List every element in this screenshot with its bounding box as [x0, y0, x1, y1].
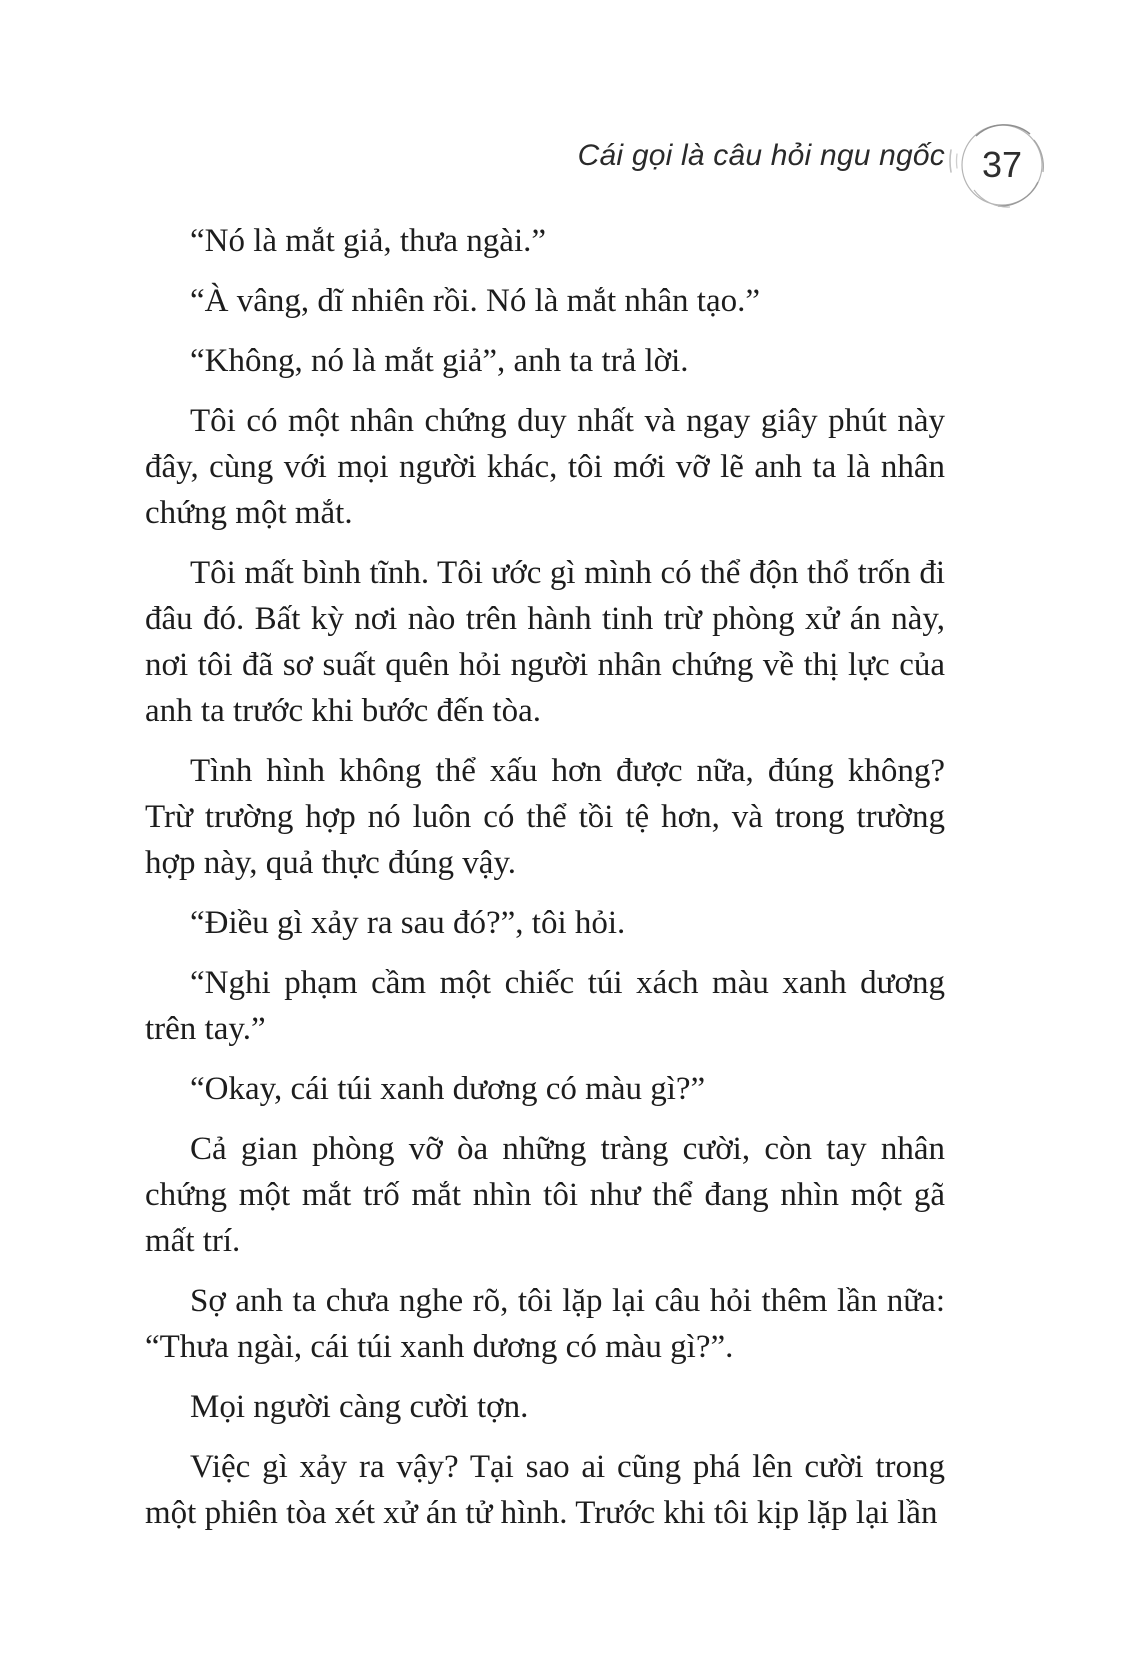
- paragraph: “Nghi phạm cầm một chiếc túi xách màu xanh dương trên tay.”: [145, 965, 945, 1047]
- paragraph: “À vâng, dĩ nhiên rồi. Nó là mắt nhân tạo.”: [190, 283, 761, 319]
- running-title: Cái gọi là câu hỏi ngu ngốc: [577, 139, 945, 172]
- page-number: 37: [981, 144, 1023, 185]
- paragraph: Việc gì xảy ra vậy? Tại sao ai cũng phá lên cười trong một phiên tòa xét xử án tử hình. Trước khi tôi kịp lặp lại lần: [145, 1449, 945, 1531]
- paragraph: “Nó là mắt giả, thưa ngài.”: [190, 223, 547, 259]
- paragraph: Cả gian phòng vỡ òa những tràng cười, còn tay nhân chứng một mắt trố mắt nhìn tôi như thể đang nhìn một gã mất trí.: [145, 1131, 945, 1259]
- paragraph: Tình hình không thể xấu hơn được nữa, đúng không? Trừ trường hợp nó luôn có thể tồi tệ hơn, và trong trường hợp này, quả thực đúng vậy.: [145, 753, 945, 881]
- paragraph: Tôi có một nhân chứng duy nhất và ngay giây phút này đây, cùng với mọi người khác, tôi mới vỡ lẽ anh ta là nhân chứng một mắt.: [145, 403, 945, 531]
- page-number-badge: [958, 120, 1046, 208]
- page-body: [145, 218, 945, 1550]
- paragraph: Tôi mất bình tĩnh. Tôi ước gì mình có thể độn thổ trốn đi đâu đó. Bất kỳ nơi nào trên hành tinh trừ phòng xử án này, nơi tôi đã sơ suất quên hỏi người nhân chứng về thị lực của anh ta trước khi bước đến tòa.: [145, 555, 945, 729]
- paragraph: Mọi người càng cười tợn.: [190, 1389, 529, 1425]
- paragraph: Sợ anh ta chưa nghe rõ, tôi lặp lại câu hỏi thêm lần nữa: “Thưa ngài, cái túi xanh dương có màu gì?”.: [145, 1283, 945, 1365]
- paragraph: “Điều gì xảy ra sau đó?”, tôi hỏi.: [190, 905, 626, 941]
- paragraph: “Không, nó là mắt giả”, anh ta trả lời.: [190, 343, 689, 379]
- paragraph: “Okay, cái túi xanh dương có màu gì?”: [190, 1071, 706, 1107]
